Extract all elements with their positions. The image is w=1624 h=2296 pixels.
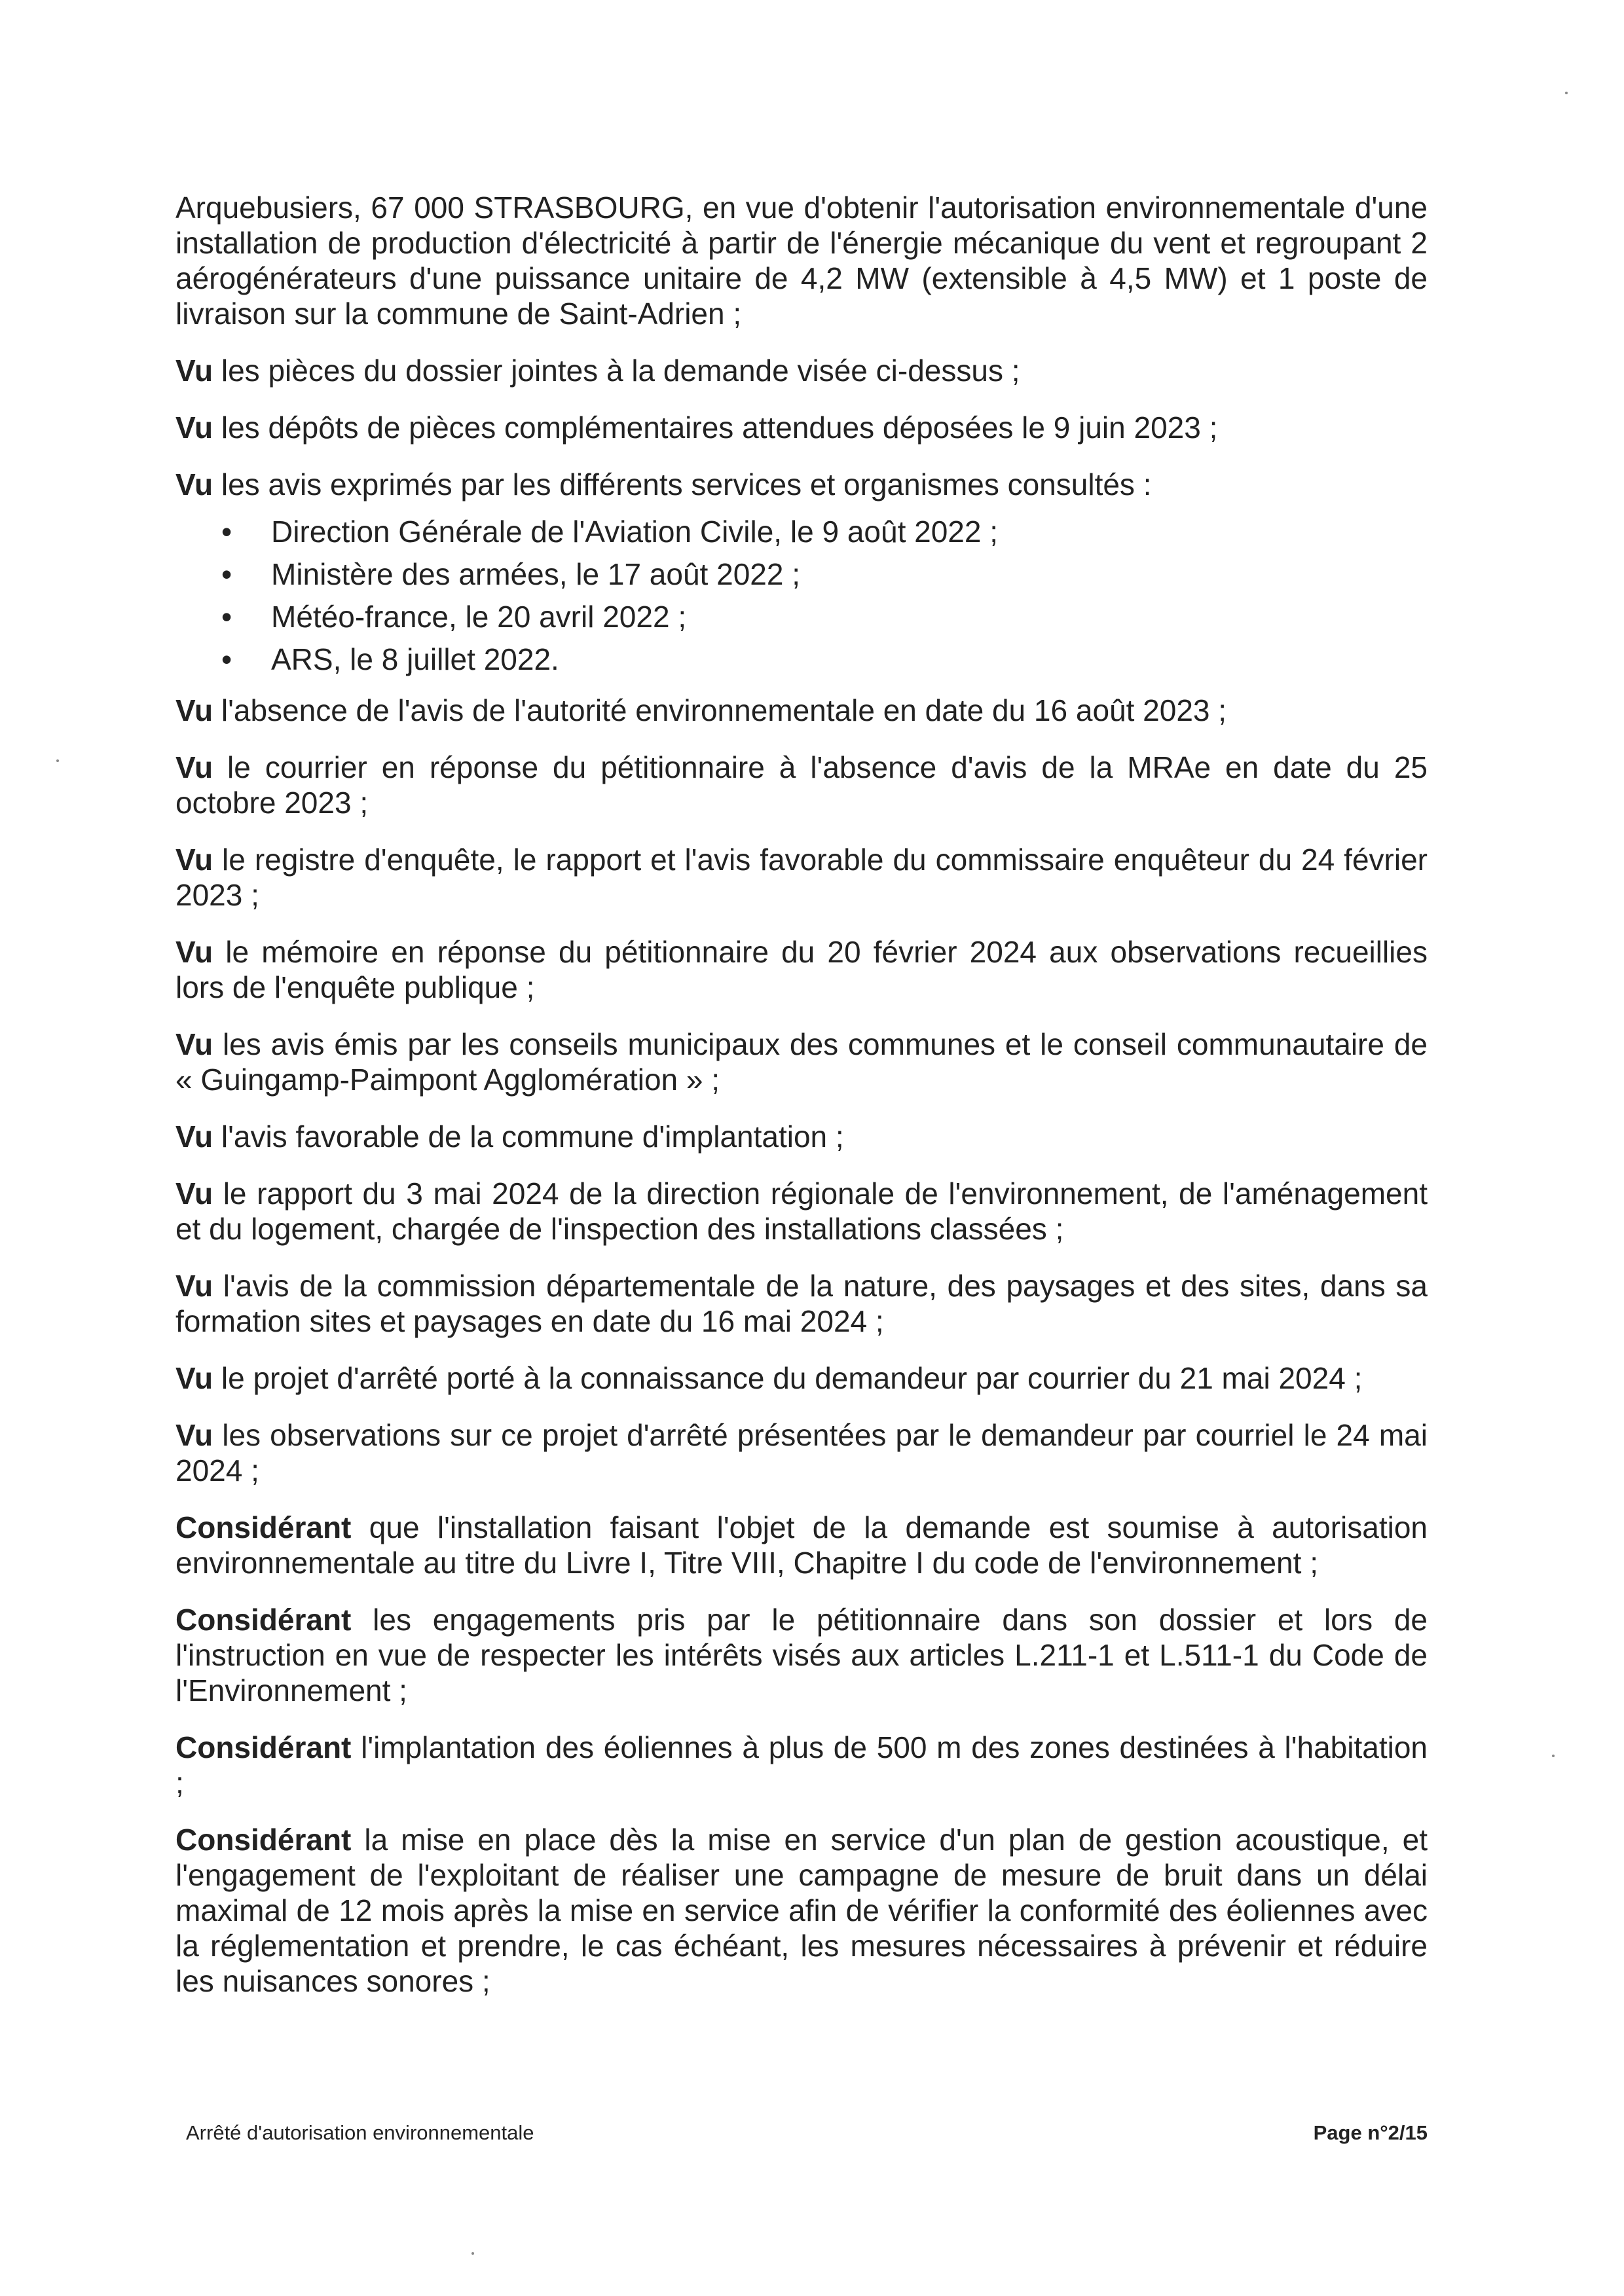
paragraph-vu <box>175 353 1428 388</box>
paragraph-text: que l'installation faisant l'objet de la demande est soumise à autorisation environnementale au titre du Livre I, Titre VIII, Chapitre I du code de l'environnement ; <box>175 1510 1428 1580</box>
paragraph-vu <box>175 1360 1428 1396</box>
paragraph-text: la mise en place dès la mise en service d'un plan de gestion acoustique, et l'engagement de l'exploitant de réaliser une campagne de mesure de bruit dans un délai maximal de 12 mois après la mise en service afin de vérifier la conformité des éoliennes avec la réglementation et prendre, le cas échéant, les mesures nécessaires à prévenir et réduire les nuisances sonores ; <box>175 1823 1428 1998</box>
paragraph-text: les avis émis par les conseils municipaux des communes et le conseil communautaire de « Guingamp-Paimpont Agglomération » ; <box>175 1027 1428 1097</box>
paragraph-text: Arquebusiers, 67 000 STRASBOURG, en vue d'obtenir l'autorisation environnementale d'une installation de production d'électricité à partir de l'énergie mécanique du vent et regroupant 2 aérogénérateurs d'une puissance unitaire de 4,2 MW (extensible à 4,5 MW) et 1 poste de livraison sur la commune de Saint-Adrien ; <box>175 191 1428 331</box>
paragraph-keyword: Vu <box>175 1120 213 1154</box>
paragraph-keyword: Vu <box>175 1361 213 1395</box>
scan-speck <box>471 2252 474 2255</box>
paragraph-keyword: Vu <box>175 843 213 877</box>
paragraph-considerant <box>175 1822 1428 1999</box>
paragraph-keyword: Considérant <box>175 1510 352 1544</box>
paragraph-vu <box>175 467 1428 502</box>
document-body <box>175 190 1428 2020</box>
paragraph-keyword: Vu <box>175 935 213 969</box>
paragraph-vu <box>175 842 1428 913</box>
paragraph-vu <box>175 750 1428 820</box>
paragraph-vu <box>175 1176 1428 1247</box>
list-item-text: Direction Générale de l'Aviation Civile, le 9 août 2022 ; <box>271 515 999 549</box>
paragraph-text: l'avis de la commission départementale de la nature, des paysages et des sites, dans sa formation sites et paysages en date du 16 mai 2024 ; <box>175 1269 1428 1338</box>
paragraph-text: l'implantation des éoliennes à plus de 500 m des zones destinées à l'habitation ; <box>175 1730 1428 1800</box>
paragraph-keyword: Considérant <box>175 1823 352 1857</box>
paragraph-keyword: Vu <box>175 750 213 784</box>
bullet-icon: • <box>221 642 232 676</box>
list-item-text: ARS, le 8 juillet 2022. <box>271 642 559 676</box>
paragraph-text: le rapport du 3 mai 2024 de la direction régionale de l'environnement, de l'aménagement et du logement, chargée de l'inspection des installations classées ; <box>175 1176 1428 1246</box>
paragraph-text: les pièces du dossier jointes à la demande visée ci-dessus ; <box>213 354 1020 388</box>
paragraph-considerant <box>175 1602 1428 1708</box>
paragraph-keyword: Considérant <box>175 1730 352 1764</box>
paragraph-vu <box>175 693 1428 728</box>
list-item-text: Ministère des armées, le 17 août 2022 ; <box>271 557 801 591</box>
paragraph-vu <box>175 1268 1428 1339</box>
paragraph-keyword: Vu <box>175 410 213 445</box>
paragraph-keyword: Vu <box>175 693 213 727</box>
paragraph-text: l'absence de l'avis de l'autorité environnementale en date du 16 août 2023 ; <box>213 693 1227 727</box>
list-item <box>175 511 1428 553</box>
paragraph-vu <box>175 934 1428 1005</box>
bullet-icon: • <box>221 600 232 634</box>
paragraph-text: les dépôts de pièces complémentaires attendues déposées le 9 juin 2023 ; <box>213 410 1218 445</box>
paragraph-vu <box>175 1417 1428 1488</box>
bullet-icon: • <box>221 557 232 591</box>
page-footer <box>186 2121 1428 2145</box>
paragraph-intro <box>175 190 1428 331</box>
paragraph-considerant <box>175 1730 1428 1800</box>
paragraph-text: l'avis favorable de la commune d'implantation ; <box>213 1120 844 1154</box>
paragraph-text: le projet d'arrêté porté à la connaissance du demandeur par courrier du 21 mai 2024 ; <box>213 1361 1363 1395</box>
list-item <box>175 553 1428 596</box>
list-item <box>175 638 1428 681</box>
list-item <box>175 596 1428 638</box>
paragraph-text: les observations sur ce projet d'arrêté présentées par le demandeur par courriel le 24 mai 2024 ; <box>175 1418 1428 1487</box>
consulted-services-list <box>175 511 1428 681</box>
paragraph-vu <box>175 1119 1428 1154</box>
paragraph-considerant <box>175 1510 1428 1580</box>
paragraph-text: les engagements pris par le pétitionnaire dans son dossier et lors de l'instruction en vue de respecter les intérêts visés aux articles L.211-1 et L.511-1 du Code de l'Environnement ; <box>175 1603 1428 1707</box>
scan-speck <box>56 759 59 762</box>
paragraph-text: le mémoire en réponse du pétitionnaire du 20 février 2024 aux observations recueillies lors de l'enquête publique ; <box>175 935 1428 1004</box>
paragraph-keyword: Vu <box>175 1269 213 1303</box>
page-number: Page n°2/15 <box>1313 2121 1428 2144</box>
paragraph-text: le courrier en réponse du pétitionnaire à l'absence d'avis de la MRAe en date du 25 octobre 2023 ; <box>175 750 1428 820</box>
paragraph-keyword: Vu <box>175 1176 213 1211</box>
paragraphs-after-list <box>175 693 1428 1999</box>
paragraph-keyword: Vu <box>175 354 213 388</box>
paragraph-keyword: Vu <box>175 1027 213 1061</box>
paragraph-vu <box>175 410 1428 445</box>
bullet-icon: • <box>221 515 232 549</box>
paragraph-keyword: Vu <box>175 1418 213 1452</box>
footer-title: Arrêté d'autorisation environnementale <box>186 2121 534 2144</box>
scan-speck <box>1565 92 1568 94</box>
paragraph-text: les avis exprimés par les différents services et organismes consultés : <box>213 467 1152 501</box>
paragraph-vu <box>175 1027 1428 1097</box>
paragraph-keyword: Considérant <box>175 1603 352 1637</box>
scan-speck <box>1552 1755 1555 1757</box>
paragraph-keyword: Vu <box>175 467 213 501</box>
list-item-text: Météo-france, le 20 avril 2022 ; <box>271 600 687 634</box>
paragraph-text: le registre d'enquête, le rapport et l'avis favorable du commissaire enquêteur du 24 février 2023 ; <box>175 843 1428 912</box>
